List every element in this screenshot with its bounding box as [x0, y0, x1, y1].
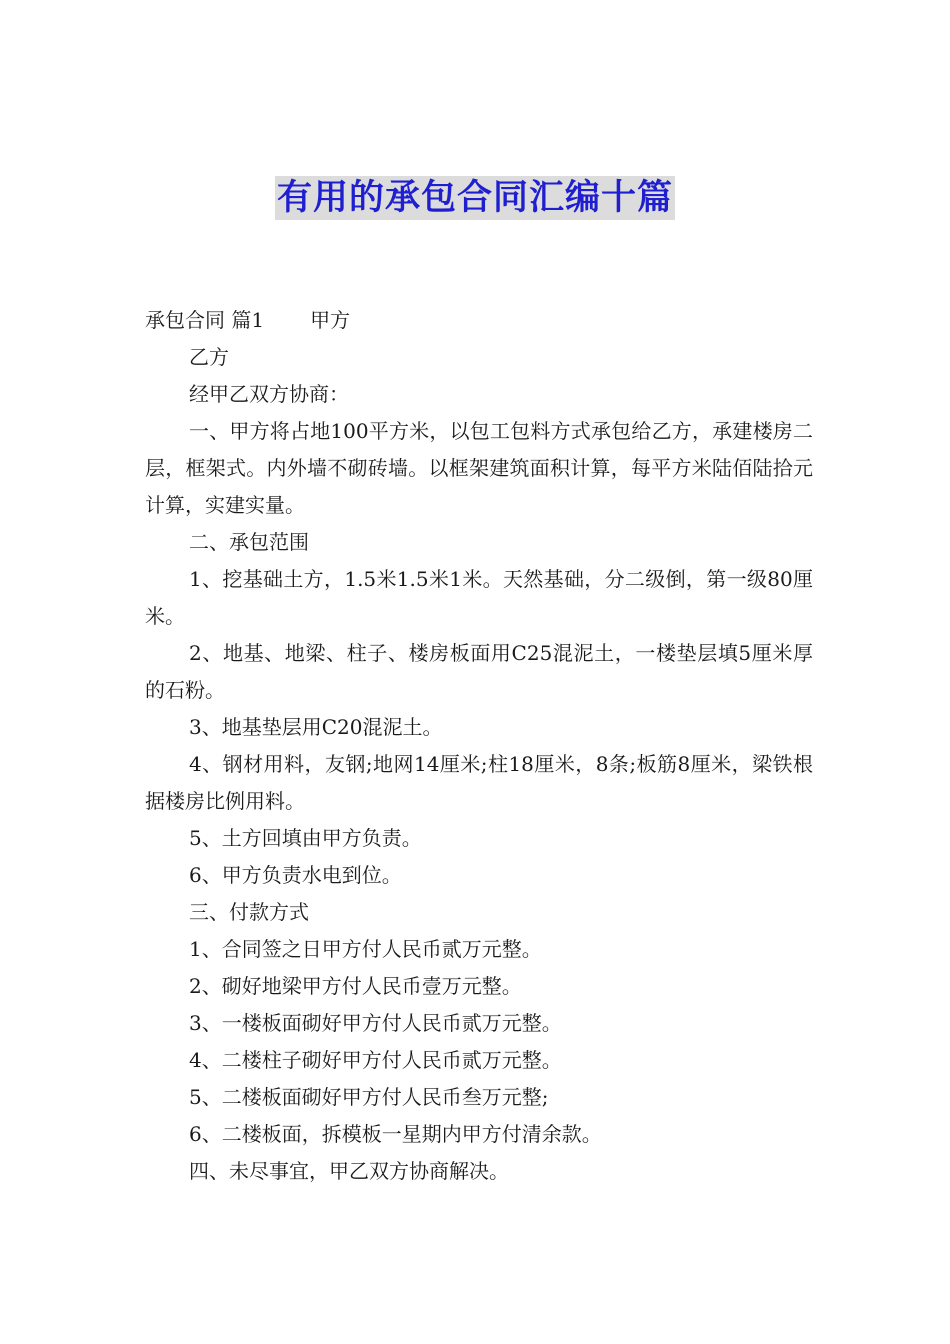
party-a-label: 甲方 [310, 308, 351, 332]
section-heading: 三、付款方式 [189, 900, 309, 924]
paragraph: 4、钢材用料，友钢;地网14厘米;柱18厘米，8条;板筋8厘米，梁铁根据楼房比例用料。 [145, 752, 813, 813]
paragraph: 2、砌好地梁甲方付人民币壹万元整。 [189, 974, 522, 998]
section-heading: 二、承包范围 [189, 530, 309, 554]
document-title: 有用的承包合同汇编十篇 [276, 178, 673, 218]
paragraph: 6、二楼板面，拆模板一星期内甲方付清余款。 [189, 1122, 602, 1146]
paragraph: 1、挖基础土方，1.5米1.5米1米。天然基础，分二级倒，第一级80厘米。 [145, 567, 813, 628]
section-heading: 四、未尽事宜，甲乙双方协商解决。 [189, 1159, 509, 1183]
paragraph: 一、甲方将占地100平方米，以包工包料方式承包给乙方，承建楼房二层，框架式。内外墙不砌砖墙。以框架建筑面积计算，每平方米陆佰陆拾元计算，实建实量。 [145, 419, 813, 517]
paragraph: 2、地基、地梁、柱子、楼房板面用C25混泥土，一楼垫层填5厘米厚的石粉。 [145, 641, 813, 702]
paragraph: 1、合同签之日甲方付人民币贰万元整。 [189, 937, 542, 961]
contract-heading-line [145, 302, 813, 339]
paragraph: 3、一楼板面砌好甲方付人民币贰万元整。 [189, 1011, 562, 1035]
paragraph: 5、土方回填由甲方负责。 [189, 826, 422, 850]
paragraph: 乙方 [189, 345, 229, 369]
document-body [145, 302, 813, 1190]
paragraph: 5、二楼板面砌好甲方付人民币叁万元整; [189, 1085, 549, 1109]
paragraph: 4、二楼柱子砌好甲方付人民币贰万元整。 [189, 1048, 562, 1072]
paragraph: 经甲乙双方协商： [189, 382, 349, 406]
contract-heading-label: 承包合同 篇1 [145, 308, 265, 332]
title-container [0, 176, 950, 220]
paragraph: 3、地基垫层用C20混泥土。 [189, 715, 443, 739]
paragraph: 6、甲方负责水电到位。 [189, 863, 402, 887]
